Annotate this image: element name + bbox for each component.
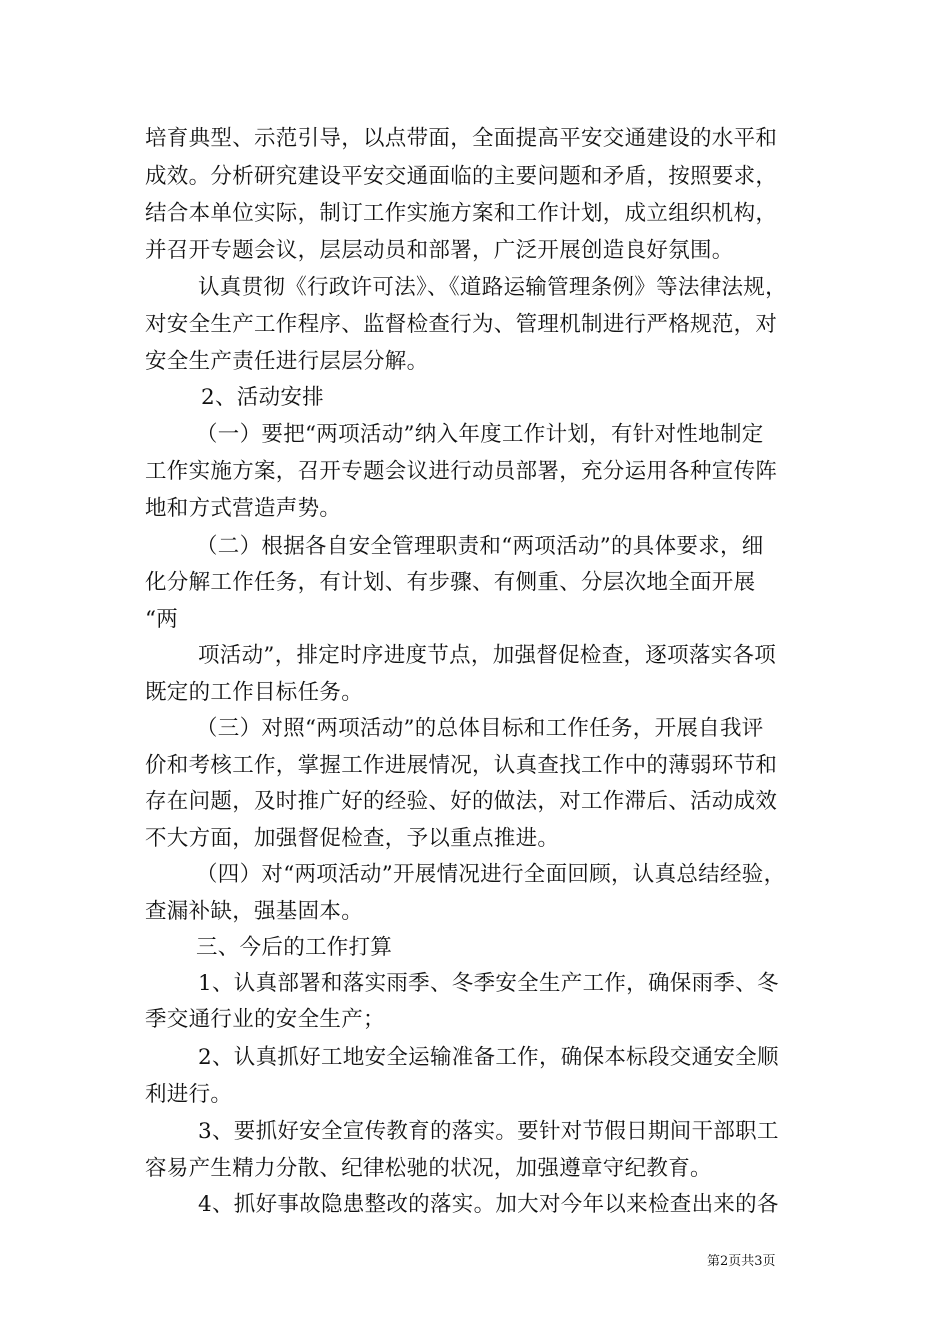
text-line: 成效。分析研究建设平安交通面临的主要问题和矛盾，按照要求， (145, 164, 778, 189)
text-line: 季交通行业的安全生产； (145, 1007, 385, 1032)
text-line: 认真贯彻《行政许可法》、《道路运输管理条例》等法律法规， (198, 275, 787, 300)
text-line: “两 (145, 607, 179, 632)
page-number: 第2页共3页 (707, 1254, 776, 1269)
text-line: 查漏补缺，强基固本。 (145, 899, 364, 924)
text-line: 价和考核工作，掌握工作进展情况，认真查找工作中的薄弱环节和 (145, 753, 778, 778)
text-line: （四）对“两项活动”开展情况进行全面回顾，认真总结经验， (196, 862, 786, 887)
section-heading: 三、今后的工作打算 (196, 935, 393, 960)
text-line: 容易产生精力分散、纪律松驰的状况，加强遵章守纪教育。 (145, 1156, 712, 1181)
text-line: 工作实施方案，召开专题会议进行动员部署，充分运用各种宣传阵 (145, 459, 778, 484)
text-line: （二）根据各自安全管理职责和“两项活动”的具体要求，细 (196, 534, 764, 559)
text-line: 4、抓好事故隐患整改的落实。加大对今年以来检查出来的各 (198, 1192, 779, 1217)
text-line: 3、要抓好安全宣传教育的落实。要针对节假日期间干部职工 (198, 1119, 779, 1144)
text-line: 项活动”，排定时序进度节点，加强督促检查，逐项落实各项 (198, 643, 777, 668)
text-line: 化分解工作任务，有计划、有步骤、有侧重、分层次地全面开展 (145, 570, 756, 595)
section-heading: 2、活动安排 (201, 385, 324, 410)
text-line: 存在问题，及时推广好的经验、好的做法，对工作滞后、活动成效 (145, 789, 778, 814)
text-line: 既定的工作目标任务。 (145, 680, 364, 705)
text-line: 地和方式营造声势。 (145, 496, 342, 521)
text-line: 安全生产责任进行层层分解。 (145, 349, 429, 374)
text-line: （三）对照“两项活动”的总体目标和工作任务，开展自我评 (196, 716, 764, 741)
text-line: 并召开专题会议，层层动员和部署，广泛开展创造良好氛围。 (145, 238, 734, 263)
text-line: 利进行。 (145, 1082, 233, 1107)
text-line: 对安全生产工作程序、监督检查行为、管理机制进行严格规范，对 (145, 312, 778, 337)
text-line: 不大方面，加强督促检查，予以重点推进。 (145, 826, 560, 851)
text-line: 培育典型、示范引导，以点带面，全面提高平安交通建设的水平和 (145, 126, 778, 151)
text-line: 结合本单位实际，制订工作实施方案和工作计划，成立组织机构， (145, 201, 778, 226)
text-line: （一）要把“两项活动”纳入年度工作计划，有针对性地制定 (196, 422, 764, 447)
text-line: 2、认真抓好工地安全运输准备工作，确保本标段交通安全顺 (198, 1045, 779, 1070)
text-line: 1、认真部署和落实雨季、冬季安全生产工作，确保雨季、冬 (198, 971, 779, 996)
